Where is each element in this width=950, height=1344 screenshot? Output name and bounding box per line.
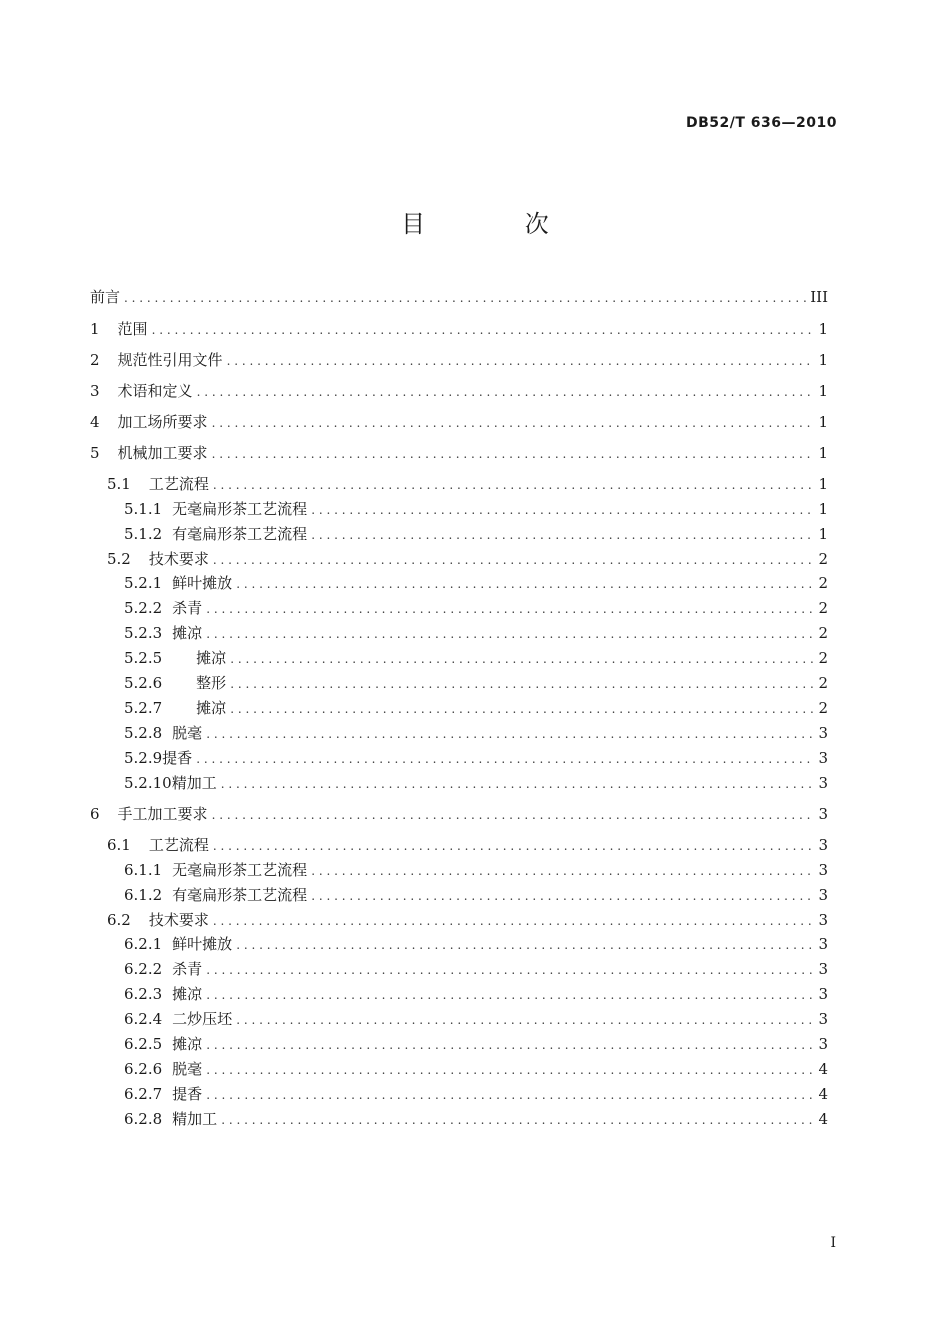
toc-entry-page: 3 [818, 960, 828, 978]
toc-dot-leader [196, 748, 814, 770]
toc-entry[interactable] [124, 572, 828, 594]
toc-entry-page: III [810, 288, 828, 306]
toc-entry-page: 2 [818, 699, 828, 717]
toc-entry-page: 1 [818, 444, 828, 462]
toc-dot-leader [206, 1034, 814, 1056]
toc-entry[interactable] [124, 647, 828, 669]
toc-dot-leader [206, 959, 814, 981]
toc-entry-label: 提香 [172, 1085, 203, 1103]
toc-entry-page: 1 [818, 525, 828, 543]
toc-entry-number: 6.1 [107, 836, 131, 854]
toc-entry-number: 6.2.4 [124, 1010, 163, 1028]
toc-entry-label: 提香 [162, 749, 193, 767]
toc-entry[interactable] [107, 473, 828, 495]
toc-entry-number: 6.2.3 [124, 985, 163, 1003]
toc-entry-label: 手工加工要求 [117, 805, 208, 823]
toc-entry-page: 1 [818, 413, 828, 431]
toc-entry-number: 5.2.2 [124, 599, 163, 617]
toc-entry-label: 脱毫 [172, 1060, 203, 1078]
toc-entry-number: 5.2.7 [124, 699, 163, 717]
toc-entry-label: 杀青 [172, 960, 203, 978]
toc-entry-page: 3 [818, 724, 828, 742]
toc-entry-label: 工艺流程 [148, 475, 209, 493]
toc-entry-number: 6.2 [107, 911, 131, 929]
toc-dot-leader [213, 549, 815, 571]
toc-entry-number: 6.2.8 [124, 1110, 163, 1128]
toc-entry-label: 无毫扁形茶工艺流程 [172, 500, 308, 518]
toc-entry-number: 6.2.2 [124, 960, 163, 978]
toc-entry[interactable] [124, 1058, 828, 1080]
toc-entry-number: 5.2.3 [124, 624, 163, 642]
toc-entry-label: 摊凉 [172, 624, 203, 642]
toc-dot-leader [152, 319, 815, 341]
toc-dot-leader [311, 860, 814, 882]
toc-dot-leader [206, 623, 814, 645]
toc-dot-leader [206, 984, 814, 1006]
page-title: 目 次 [401, 210, 595, 238]
toc-entry-label: 摊凉 [172, 1035, 203, 1053]
toc-entry-number: 5.2.1 [124, 574, 163, 592]
toc-entry[interactable] [107, 834, 828, 856]
toc-entry-page: 3 [818, 805, 828, 823]
toc-entry[interactable] [90, 286, 828, 308]
toc-entry[interactable] [124, 722, 828, 744]
toc-dot-leader [236, 573, 814, 595]
toc-dot-leader [212, 443, 815, 465]
toc-entry-number: 6.1.2 [124, 886, 163, 904]
toc-entry-number: 5.2.9 [124, 749, 163, 767]
toc-entry-number: 6.2.7 [124, 1085, 163, 1103]
toc-dot-leader [206, 723, 814, 745]
toc-dot-leader [311, 499, 814, 521]
toc-entry[interactable] [124, 1033, 828, 1055]
toc-entry[interactable] [90, 411, 828, 433]
toc-entry-number: 5.1.1 [124, 500, 163, 518]
toc-entry-number: 5 [90, 444, 100, 462]
toc-entry-label: 范围 [117, 320, 148, 338]
toc-entry-label: 有毫扁形茶工艺流程 [172, 525, 308, 543]
toc-entry[interactable] [124, 983, 828, 1005]
toc-entry-label: 无毫扁形茶工艺流程 [172, 861, 308, 879]
toc-entry-label: 术语和定义 [117, 382, 193, 400]
toc-entry-number: 5.1 [107, 475, 131, 493]
toc-entry-page: 3 [818, 911, 828, 929]
toc-entry[interactable] [124, 498, 828, 520]
toc-entry-label: 工艺流程 [148, 836, 209, 854]
toc-entry[interactable] [124, 1083, 828, 1105]
toc-entry[interactable] [90, 380, 828, 402]
toc-entry-number: 6.2.1 [124, 935, 163, 953]
toc-entry[interactable] [124, 672, 828, 694]
toc-entry[interactable] [90, 803, 828, 825]
toc-entry-number: 6 [90, 805, 100, 823]
toc-entry-number: 2 [90, 351, 100, 369]
toc-entry[interactable] [107, 548, 828, 570]
toc-entry[interactable] [124, 933, 828, 955]
toc-entry-number: 5.2.6 [124, 674, 163, 692]
toc-entry[interactable] [124, 772, 828, 794]
toc-entry-number: 3 [90, 382, 100, 400]
toc-entry-label: 整形 [196, 674, 227, 692]
toc-entry-page: 3 [818, 836, 828, 854]
toc-entry-page: 2 [818, 550, 828, 568]
toc-entry[interactable] [124, 884, 828, 906]
toc-dot-leader [212, 412, 815, 434]
toc-entry-label: 鲜叶摊放 [172, 935, 233, 953]
toc-dot-leader [230, 673, 814, 695]
toc-dot-leader [206, 1059, 814, 1081]
toc-entry[interactable] [124, 747, 828, 769]
toc-entry-page: 1 [818, 320, 828, 338]
toc-entry-page: 3 [818, 774, 828, 792]
toc-entry-page: 3 [818, 1035, 828, 1053]
toc-entry-page: 3 [818, 861, 828, 879]
toc-entry-page: 2 [818, 649, 828, 667]
toc-entry-label: 脱毫 [172, 724, 203, 742]
toc-dot-leader [227, 350, 815, 372]
toc-entry[interactable] [124, 697, 828, 719]
toc-entry-label: 前言 [90, 288, 121, 306]
toc-entry[interactable] [124, 958, 828, 980]
toc-entry-label: 二炒压坯 [172, 1010, 233, 1028]
toc-entry-label: 加工场所要求 [117, 413, 208, 431]
toc-dot-leader [213, 474, 815, 496]
toc-entry-label: 精加工 [172, 1110, 218, 1128]
toc-dot-leader [221, 1109, 814, 1131]
toc-entry[interactable] [124, 523, 828, 545]
toc-entry-page: 4 [818, 1110, 828, 1128]
toc-dot-leader [230, 648, 814, 670]
toc-entry-label: 精加工 [171, 774, 217, 792]
toc-entry-number: 5.2.8 [124, 724, 163, 742]
toc-entry-number: 6.2.5 [124, 1035, 163, 1053]
toc-entry-page: 4 [818, 1085, 828, 1103]
toc-dot-leader [213, 835, 815, 857]
toc-entry-number: 6.1.1 [124, 861, 163, 879]
toc-entry-label: 鲜叶摊放 [172, 574, 233, 592]
toc-entry[interactable] [90, 349, 828, 371]
toc-entry-page: 1 [818, 500, 828, 518]
toc-entry-label: 摊凉 [172, 985, 203, 1003]
toc-entry-label: 规范性引用文件 [117, 351, 223, 369]
toc-entry-label: 杀青 [172, 599, 203, 617]
toc-entry-number: 1 [90, 320, 100, 338]
toc-entry-label: 摊凉 [196, 699, 227, 717]
toc-entry-page: 1 [818, 382, 828, 400]
toc-dot-leader [311, 885, 814, 907]
toc-dot-leader [236, 934, 814, 956]
document-code: DB52/T 636—2010 [686, 115, 837, 131]
toc-entry[interactable] [90, 442, 828, 464]
toc-entry-label: 机械加工要求 [117, 444, 208, 462]
toc-entry[interactable] [90, 318, 828, 340]
toc-dot-leader [212, 804, 815, 826]
toc-dot-leader [221, 773, 815, 795]
toc-entry-number: 5.2 [107, 550, 131, 568]
toc-entry-label: 技术要求 [148, 911, 209, 929]
toc-entry-page: 1 [818, 351, 828, 369]
toc-entry-page: 3 [818, 749, 828, 767]
toc-entry-page: 2 [818, 624, 828, 642]
toc-entry-page: 3 [818, 935, 828, 953]
page-number: I [830, 1235, 836, 1251]
toc-entry[interactable] [124, 1008, 828, 1030]
toc-entry-page: 3 [818, 886, 828, 904]
toc-dot-leader [311, 524, 814, 546]
toc-entry-page: 2 [818, 674, 828, 692]
toc-entry-page: 3 [818, 1010, 828, 1028]
toc-entry-number: 4 [90, 413, 100, 431]
toc-entry-page: 2 [818, 574, 828, 592]
toc-dot-leader [197, 381, 815, 403]
toc-entry-number: 6.2.6 [124, 1060, 163, 1078]
toc-entry-number: 5.2.5 [124, 649, 163, 667]
toc-entry[interactable] [124, 859, 828, 881]
toc-entry-number: 5.2.10 [124, 774, 172, 792]
toc-entry[interactable] [107, 909, 828, 931]
toc-dot-leader [230, 698, 814, 720]
toc-entry-page: 1 [818, 475, 828, 493]
toc-entry-page: 3 [818, 985, 828, 1003]
toc-entry-page: 2 [818, 599, 828, 617]
toc-entry-label: 摊凉 [196, 649, 227, 667]
toc-entry-page: 4 [818, 1060, 828, 1078]
toc-entry[interactable] [124, 1108, 828, 1130]
toc-entry-label: 技术要求 [148, 550, 209, 568]
toc-entry-label: 有毫扁形茶工艺流程 [172, 886, 308, 904]
toc-dot-leader [206, 598, 814, 620]
toc-entry[interactable] [124, 622, 828, 644]
toc-entry[interactable] [124, 597, 828, 619]
toc-dot-leader [206, 1084, 814, 1106]
toc-dot-leader [236, 1009, 814, 1031]
toc-dot-leader [213, 910, 815, 932]
toc-entry-number: 5.1.2 [124, 525, 163, 543]
toc-dot-leader [124, 287, 806, 309]
